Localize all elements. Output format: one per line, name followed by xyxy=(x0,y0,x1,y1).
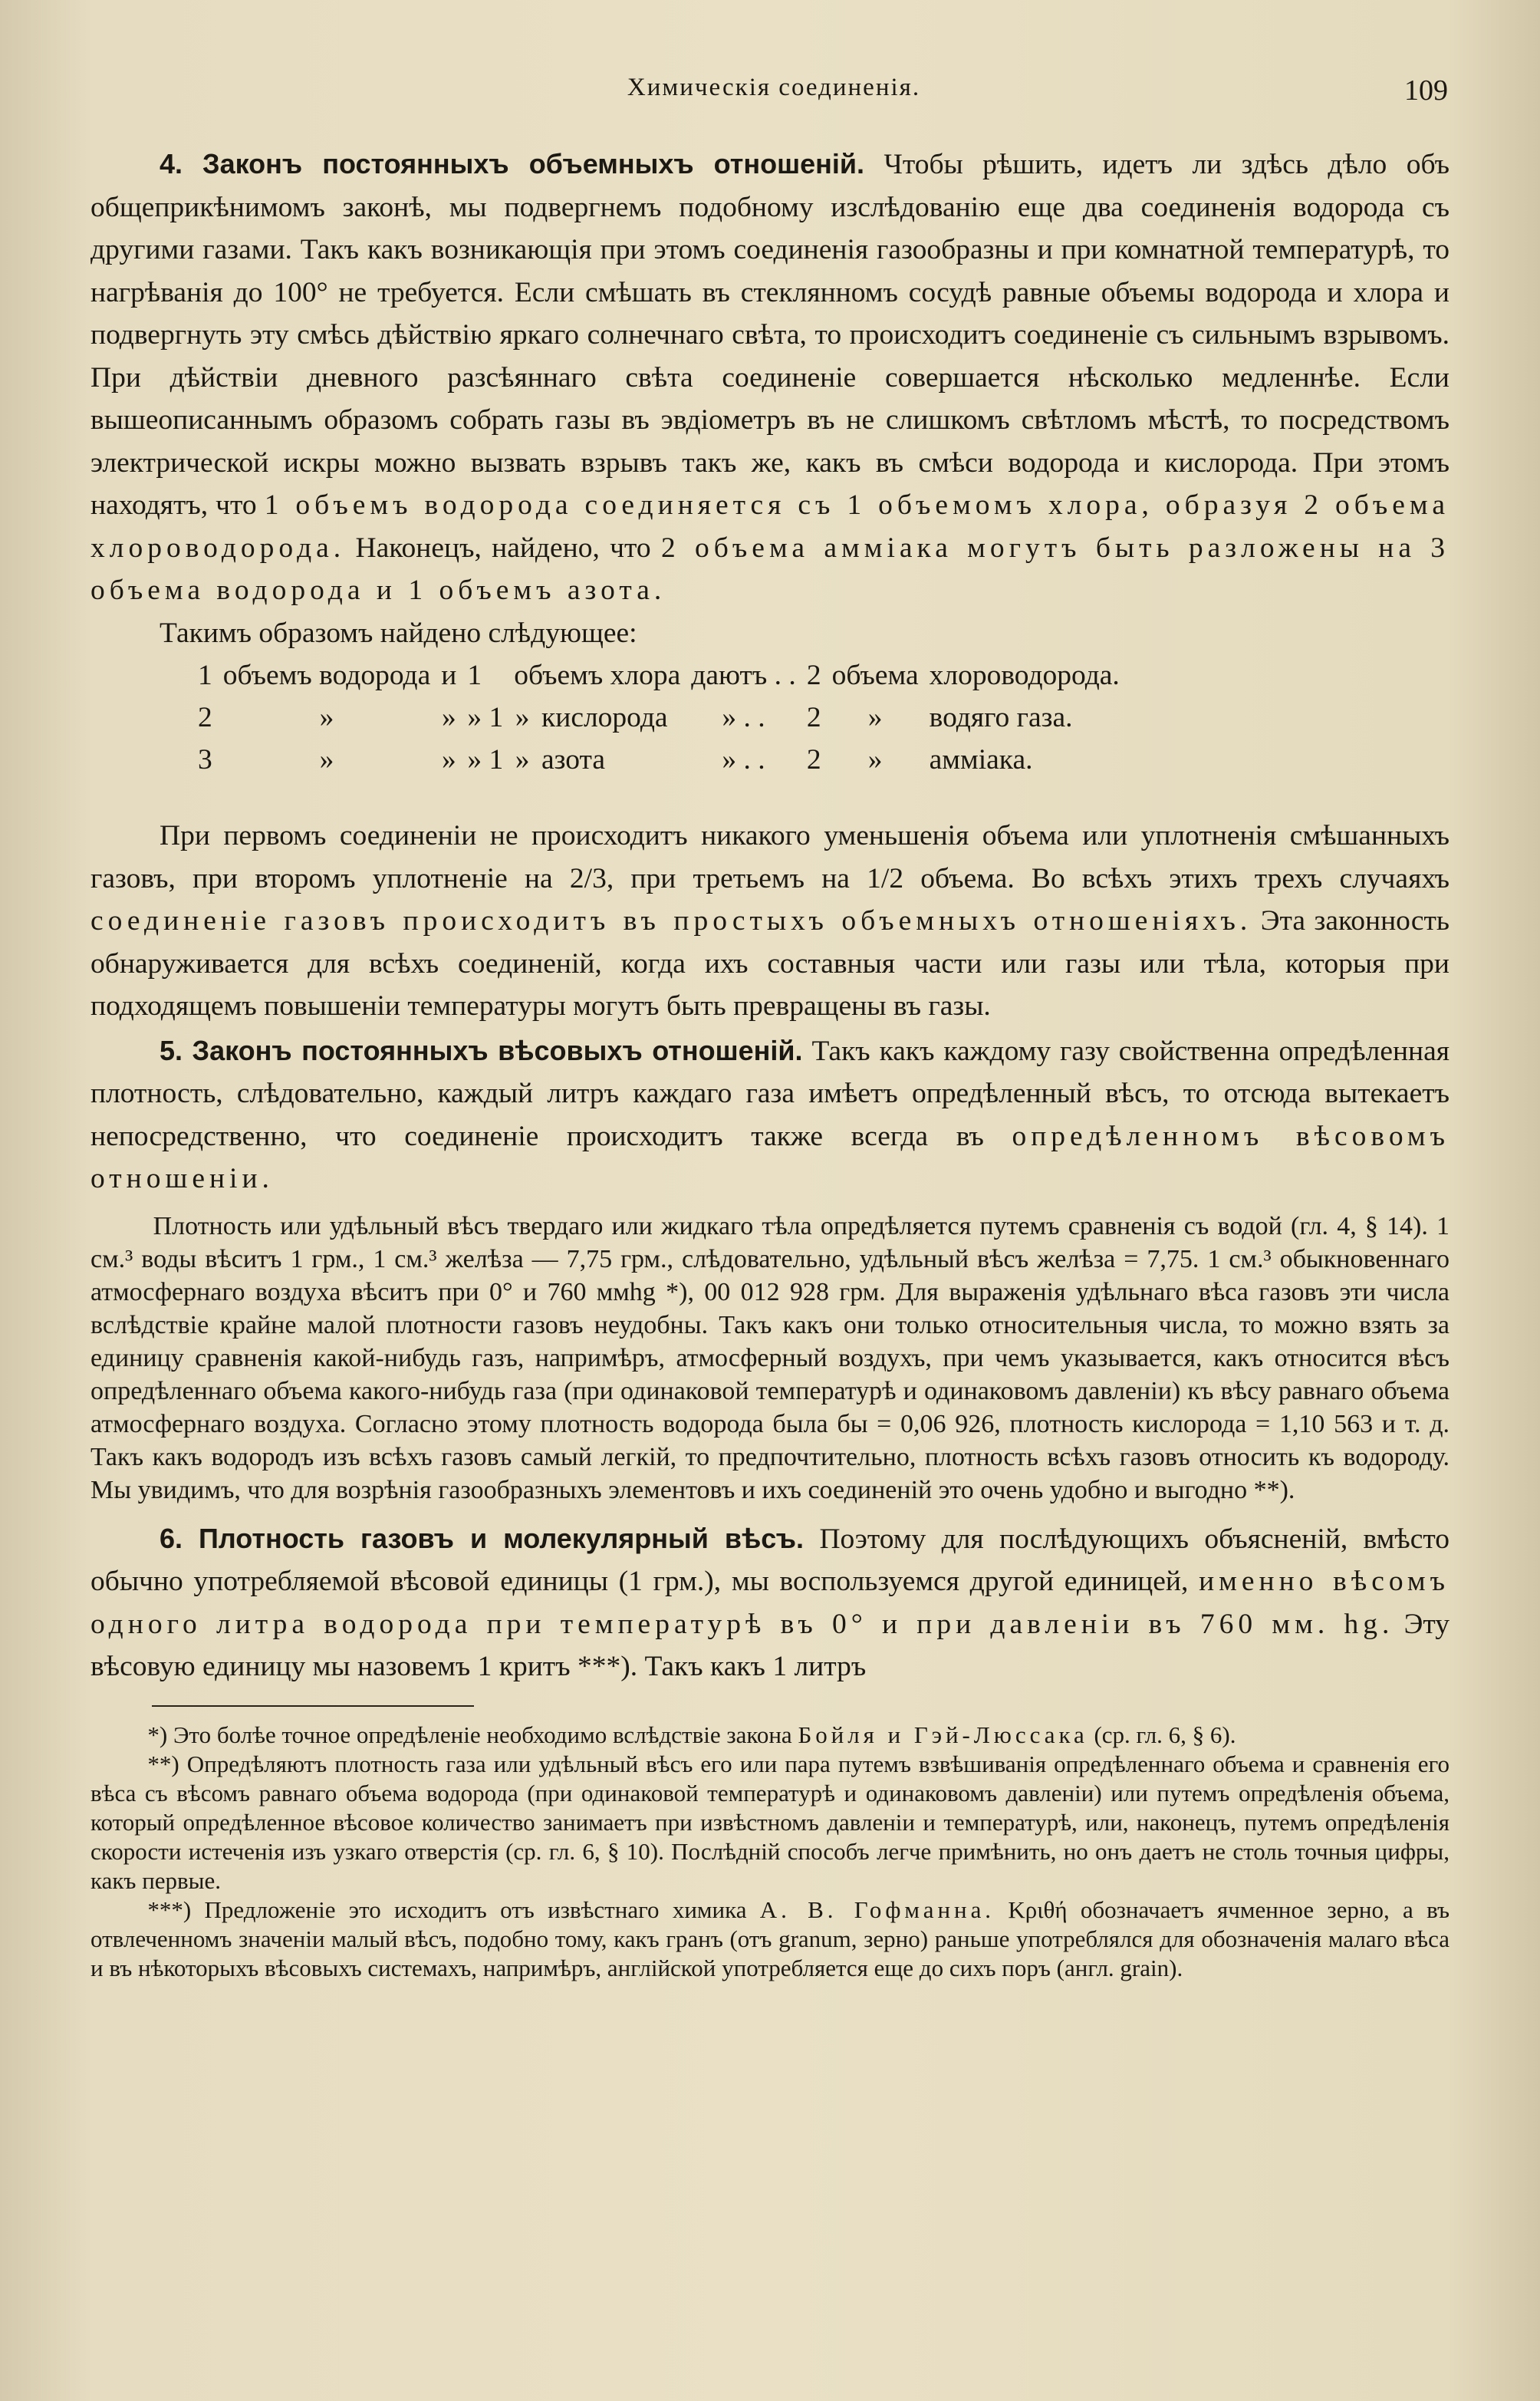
table-cell: 1 xyxy=(198,660,212,691)
footnote-3 xyxy=(90,1895,1450,1983)
table-cell: » xyxy=(441,744,456,776)
table-cell: 3 xyxy=(198,744,212,776)
table-cell: » xyxy=(441,702,456,733)
para2-text-c: объема. Во всѣхъ этихъ трехъ случаяхъ xyxy=(920,862,1450,894)
running-head: Химическія соединенія. xyxy=(627,74,921,101)
section-6-paragraph xyxy=(90,1517,1450,1688)
footnote-3-lead: ***) Предложеніе это исходитъ отъ извѣстнаго химика xyxy=(147,1895,747,1923)
table-cell: » xyxy=(515,702,530,733)
summary-intro: Такимъ образомъ найдено слѣдующее: xyxy=(160,617,637,649)
page-number: 109 xyxy=(1404,74,1448,107)
para2-text-a: При первомъ соединеніи не происходитъ никакого уменьшенія объема или уплотненія смѣшанныхъ газовъ, при второмъ уплотненіе на xyxy=(90,820,1450,894)
table-cell: азота xyxy=(541,744,606,776)
table-cell: » xyxy=(867,744,883,776)
table-cell: » . . xyxy=(722,744,765,776)
table-cell: даютъ . . xyxy=(691,660,796,691)
section-4-heading: 4. Законъ постоянныхъ объемныхъ отношеній. xyxy=(160,148,865,179)
para2-text-b: , при третьемъ на xyxy=(606,862,850,894)
volume-relations-table xyxy=(198,654,1130,781)
table-cell: и xyxy=(441,660,457,691)
para2-text-e: Эта законность обнаруживается для всѣхъ соединеній, когда ихъ составныя части или газы или тѣла, которыя при подходящемъ повышеніи температуры могутъ быть превращены въ газы. xyxy=(90,905,1450,1022)
footnote-1-tail: (ср. гл. 6, § 6). xyxy=(1094,1721,1236,1748)
footnote-3-names: А. В. Гофманна. xyxy=(759,1895,995,1923)
section-4-text-a: Чтобы рѣшить, идетъ ли здѣсь дѣло объ общеприкѣнимомъ законѣ, мы подвергнемъ подобному изслѣдованію еще два соединенія водорода съ другими газами. Такъ какъ возникающія при этомъ соединенія газообразны и при комнатной температурѣ, то нагрѣванія до 100° не требуется. Если смѣшать въ стеклянномъ сосудѣ равные объемы водорода и хлора и подвергнуть эту смѣсь дѣйствію яркаго солнечнаго свѣта, то происходитъ соединеніе съ сильнымъ взрывомъ. При дѣйствіи дневного разсѣяннаго свѣта соединеніе совершается нѣсколько медленнѣе. Если вышеописаннымъ образомъ собрать газы въ эвдіометръ въ не слишкомъ свѣтломъ мѣстѣ, то посредствомъ электрической искры можно вызвать взрывъ такъ же, какъ въ смѣси водорода и кислорода. При этомъ находятъ, что xyxy=(90,149,1450,521)
table-cell: объемъ водорода xyxy=(222,660,431,691)
section-4-text-b: 1 объемъ водорода соединяется съ 1 объемомъ хлора, образуя 2 объема хлороводорода. xyxy=(90,489,1450,564)
fraction-half: 1/2 xyxy=(867,862,904,894)
section-4-text-d: 2 объема аммiака могутъ быть разложены на 3 объема водорода и 1 объемъ азота. xyxy=(90,532,1450,606)
section-4-text-c: Наконецъ, найдено, что xyxy=(355,532,651,564)
table-cell: 2 xyxy=(198,702,212,733)
table-cell: » xyxy=(867,702,883,733)
table-cell: » . . xyxy=(722,702,765,733)
section-6-text-a: Поэтому для послѣдующихъ объясненій, вмѣсто обычно употребляемой вѣсовой единицы (1 грм.), мы воспользуемся другой единицей, xyxy=(90,1523,1450,1597)
section-5-heading: 5. Законъ постоянныхъ вѣсовыхъ отношеній. xyxy=(160,1034,803,1066)
section-5-paragraph xyxy=(90,1029,1450,1200)
table-cell: » xyxy=(319,702,334,733)
section-5-text-b: опредѣленномъ вѣсовомъ отношеніи. xyxy=(90,1120,1450,1194)
table-cell: » xyxy=(515,744,530,776)
table-cell: » 1 xyxy=(467,702,504,733)
page-body xyxy=(90,143,1450,1983)
table-cell: кислорода xyxy=(541,702,668,733)
footnote-1-names: Бойля и Гэй-Люссака xyxy=(798,1721,1088,1748)
table-cell: 2 xyxy=(806,744,821,776)
table-cell: объема xyxy=(831,660,919,691)
fraction-two-thirds: 2/3 xyxy=(569,862,607,894)
footnote-divider xyxy=(152,1705,474,1707)
table-cell: хлороводорода. xyxy=(929,660,1120,691)
footnote-1-lead: *) Это болѣе точное опредѣленіе необходимо вслѣдствіе закона xyxy=(147,1721,792,1748)
page-header xyxy=(100,74,1448,112)
section-5-text-a: Такъ какъ каждому газу свойственна опредѣленная плотность, слѣдовательно, каждый литръ каждаго газа имѣетъ опредѣленный вѣсъ, то отсюда вытекаетъ непосредственно, что соединеніе происходитъ также всегда въ xyxy=(90,1035,1450,1152)
para2-text-d: соединеніе газовъ происходитъ въ простыхъ объемныхъ отношеніяхъ. xyxy=(90,905,1252,937)
table-cell: водяго газа. xyxy=(929,702,1073,733)
table-row xyxy=(198,739,1130,781)
compression-paragraph xyxy=(90,815,1450,1028)
footnote-1 xyxy=(90,1721,1450,1750)
footnotes xyxy=(90,1721,1450,1983)
section-4-paragraph xyxy=(90,143,1450,612)
footnote-2: **) Опредѣляютъ плотность газа или удѣльный вѣсъ его или пара путемъ взвѣшиванія опредѣленнаго объема и сравненія его вѣса съ вѣсомъ равнаго объема водорода (при одинаковой температурѣ и одинаковомъ давленіи) или путемъ опредѣленія объема, который опредѣленное вѣсовое количество занимаетъ при извѣстномъ давленіи и температурѣ, или, наконецъ, путемъ опредѣленія скорости истеченія изъ узкаго отверстія (ср. гл. 6, § 10). Послѣдній способъ легче примѣнить, но онъ даетъ не столь точныя цифры, какъ первые. xyxy=(90,1750,1450,1894)
footnote-3-tail: Κριθή обозначаетъ ячменное зерно, а въ отвлеченномъ значеніи малый вѣсъ, подобно тому, какъ гранъ (отъ granum, зерно) раньше употреблялся для обозначенія малаго вѣса и въ нѣкоторыхъ вѣсовыхъ системахъ, напримѣръ, англійской употребляется еще до сихъ поръ (англ. grain). xyxy=(90,1895,1450,1981)
table-cell: 1 xyxy=(467,660,482,691)
table-cell: » xyxy=(319,744,334,776)
table-cell: амміака. xyxy=(929,744,1033,776)
table-row xyxy=(198,697,1130,739)
section-6-text-c: Эту вѣсовую единицу мы назовемъ 1 критъ ***). Такъ какъ 1 литръ xyxy=(90,1608,1450,1682)
section-6-heading: 6. Плотность газовъ и молекулярный вѣсъ. xyxy=(160,1522,805,1554)
table-row xyxy=(198,654,1130,697)
table-cell: 2 xyxy=(806,660,821,691)
table-cell: » 1 xyxy=(467,744,504,776)
table-cell: 2 xyxy=(806,702,821,733)
table-cell: объемъ хлора xyxy=(514,660,681,691)
density-note: Плотность или удѣльный вѣсъ твердаго или жидкаго тѣла опредѣляется путемъ сравненія съ водой (гл. 4, § 14). 1 см.³ воды вѣситъ 1 грм., 1 см.³ желѣза — 7,75 грм., слѣдовательно, удѣльный вѣсъ желѣза = 7,75. 1 см.³ обыкновеннаго атмосфернаго воздуха вѣситъ при 0° и 760 ммhg *), 00 012 928 грм. Для выраженія удѣльнаго вѣса газовъ эти числа вслѣдствіе крайне малой плотности газовъ неудобны. Такъ какъ они только относительныя числа, то можно взять за единицу сравненія какой-нибудь газъ, напримѣръ, атмосферный воздухъ, при чемъ указывается, какъ относится вѣсъ опредѣленнаго объема какого-нибудь газа (при одинаковой температурѣ и одинаковомъ давленіи) къ вѣсу равнаго объема атмосфернаго воздуха. Согласно этому плотность водорода была бы = 0,06 926, плотность кислорода = 1,10 563 и т. д. Такъ какъ водородъ изъ всѣхъ газовъ самый легкій, то предпочтительно, плотность всѣхъ газовъ относить къ водороду. Мы увидимъ, что для возрѣнія газообразныхъ элементовъ и ихъ соединеній это очень удобно и выгодно **). xyxy=(90,1211,1450,1504)
section-6-text-b: именно вѣсомъ одного литра водорода при температурѣ въ 0° и при давленіи въ 760 мм. hg. xyxy=(90,1566,1450,1640)
